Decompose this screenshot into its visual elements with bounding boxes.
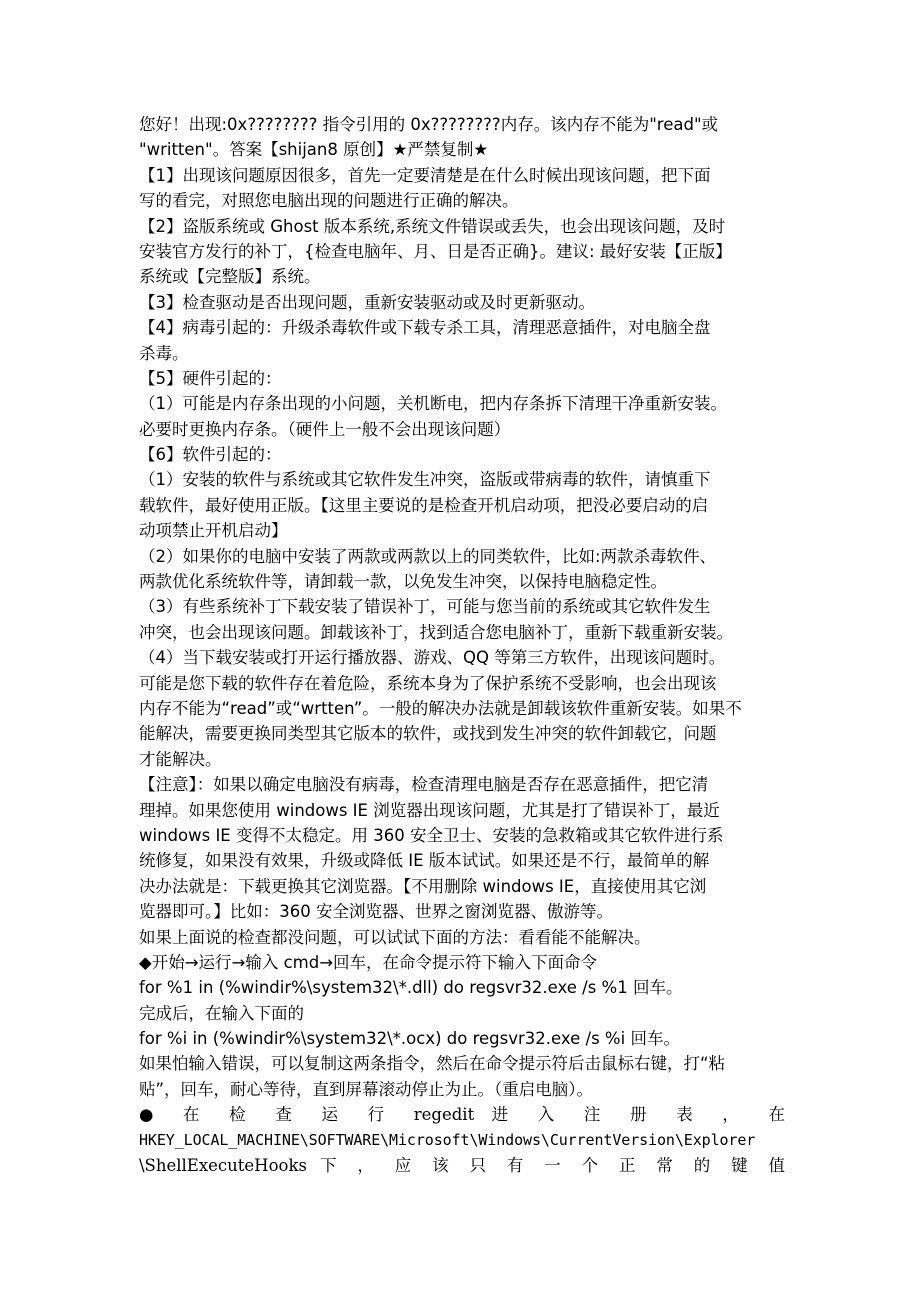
text-line: （3）有些系统补丁下载安装了错误补丁，可能与您当前的系统或其它软件发生 <box>139 597 711 617</box>
text-line: 写的看完，对照您电脑出现的问题进行正确的解决。 <box>139 191 519 211</box>
text-line: ◆开始→运行→输入 cmd→回车，在命令提示符下输入下面命令 <box>139 952 598 972</box>
text-line: （4）当下载安装或打开运行播放器、游戏、QQ 等第三方软件，出现该问题时。 <box>139 648 726 668</box>
text-line: 安装官方发行的补丁，{检查电脑年、月、日是否正确}。建议: 最好安装【正版】 <box>139 241 732 261</box>
text-line: （1）可能是内存条出现的小问题，关机断电，把内存条拆下清理干净重新安装。 <box>139 394 727 414</box>
text-line: 如果怕输入错误，可以复制这两条指令，然后在命令提示符后击鼠标右键，打“粘 <box>139 1054 726 1074</box>
text-line: 【4】病毒引起的：升级杀毒软件或下载专杀工具，清理恶意插件，对电脑全盘 <box>139 318 711 338</box>
text-line: 【1】出现该问题原因很多，首先一定要清楚是在什么时候出现该问题，把下面 <box>139 165 711 185</box>
registry-path-line: HKEY_LOCAL_MACHINE\SOFTWARE\Microsoft\Windows\CurrentVersion\Explorer <box>139 1130 756 1149</box>
text-line: 两款优化系统软件等，请卸载一款，以免发生冲突，以保持电脑稳定性。 <box>139 572 667 592</box>
text-line: 杀毒。 <box>139 343 189 363</box>
text-line: 【2】盗版系统或 Ghost 版本系统,系统文件错误或丢失，也会出现该问题，及时 <box>139 216 726 236</box>
text-line: 览器即可。】比如：360 安全浏览器、世界之窗浏览器、傲游等。 <box>139 902 613 922</box>
text-line: 决办法就是：下载更换其它浏览器。【不用删除 windows IE，直接使用其它浏 <box>139 876 707 896</box>
text-line: 能解决，需要更换同类型其它版本的软件，或找到发生冲突的软件卸载它，问题 <box>139 724 717 744</box>
text-line: ● 在 检 查 运 行 regedit 进 入 注 册 表 ， 在 <box>139 1105 785 1125</box>
text-line: windows IE 变得不太稳定。用 360 安全卫士、安装的急救箱或其它软件进行系 <box>139 825 724 845</box>
text-line: "written"。答案【shijan8 原创】★严禁复制★ <box>139 140 489 160</box>
text-line: 理掉。如果您使用 windows IE 浏览器出现该问题，尤其是打了错误补丁，最近 <box>139 800 720 820</box>
text-line: 【6】软件引起的： <box>139 445 282 465</box>
text-line: 才能解决。 <box>139 749 222 769</box>
text-line: 【5】硬件引起的： <box>139 368 282 388</box>
text-line: （1）安装的软件与系统或其它软件发生冲突，盗版或带病毒的软件，请慎重下 <box>139 470 711 490</box>
text-line: 可能是您下载的软件存在着危险，系统本身为了保护系统不受影响，也会出现该 <box>139 673 717 693</box>
text-line: 【3】检查驱动是否出现问题，重新安装驱动或及时更新驱动。 <box>139 292 595 312</box>
command-line: for %1 in (%windir%\system32\*.dll) do regsvr32.exe /s %1 回车。 <box>139 978 683 998</box>
text-line: 必要时更换内存条。（硬件上一般不会出现该问题） <box>139 419 511 439</box>
text-line: 贴”，回车，耐心等待，直到屏幕滚动停止为止。（重启电脑）。 <box>139 1079 594 1099</box>
text-line: 【注意】：如果以确定电脑没有病毒，检查清理电脑是否存在恶意插件，把它清 <box>139 775 709 795</box>
text-line: 冲突，也会出现该问题。卸载该补丁，找到适合您电脑补丁，重新下载重新安装。 <box>139 622 733 642</box>
document-body <box>139 112 785 1178</box>
text-line: 统修复，如果没有效果，升级或降低 IE 版本试试。如果还是不行，最简单的解 <box>139 851 710 871</box>
command-line: for %i in (%windir%\system32\*.ocx) do regsvr32.exe /s %i 回车。 <box>139 1029 680 1049</box>
text-line: 动项禁止开机启动】 <box>139 521 288 541</box>
text-line: 内存不能为“read”或“wrtten”。一般的解决办法就是卸载该软件重新安装。如果不 <box>139 698 742 718</box>
text-line: 如果上面说的检查都没问题，可以试试下面的方法：看看能不能解决。 <box>139 927 651 947</box>
text-line: 载软件，最好使用正版。【这里主要说的是检查开机启动项，把没必要启动的启 <box>139 495 709 515</box>
text-line: （2）如果你的电脑中安装了两款或两款以上的同类软件，比如:两款杀毒软件、 <box>139 546 717 566</box>
text-line: 系统或【完整版】系统。 <box>139 267 321 287</box>
text-line: \ShellExecuteHooks 下 ， 应 该 只 有 一 个 正 常 的 键 值 <box>139 1156 785 1176</box>
text-line: 您好！出现:0x???????? 指令引用的 0x????????内存。该内存不能为"read"或 <box>139 115 719 134</box>
text-line: 完成后，在输入下面的 <box>139 1003 304 1023</box>
